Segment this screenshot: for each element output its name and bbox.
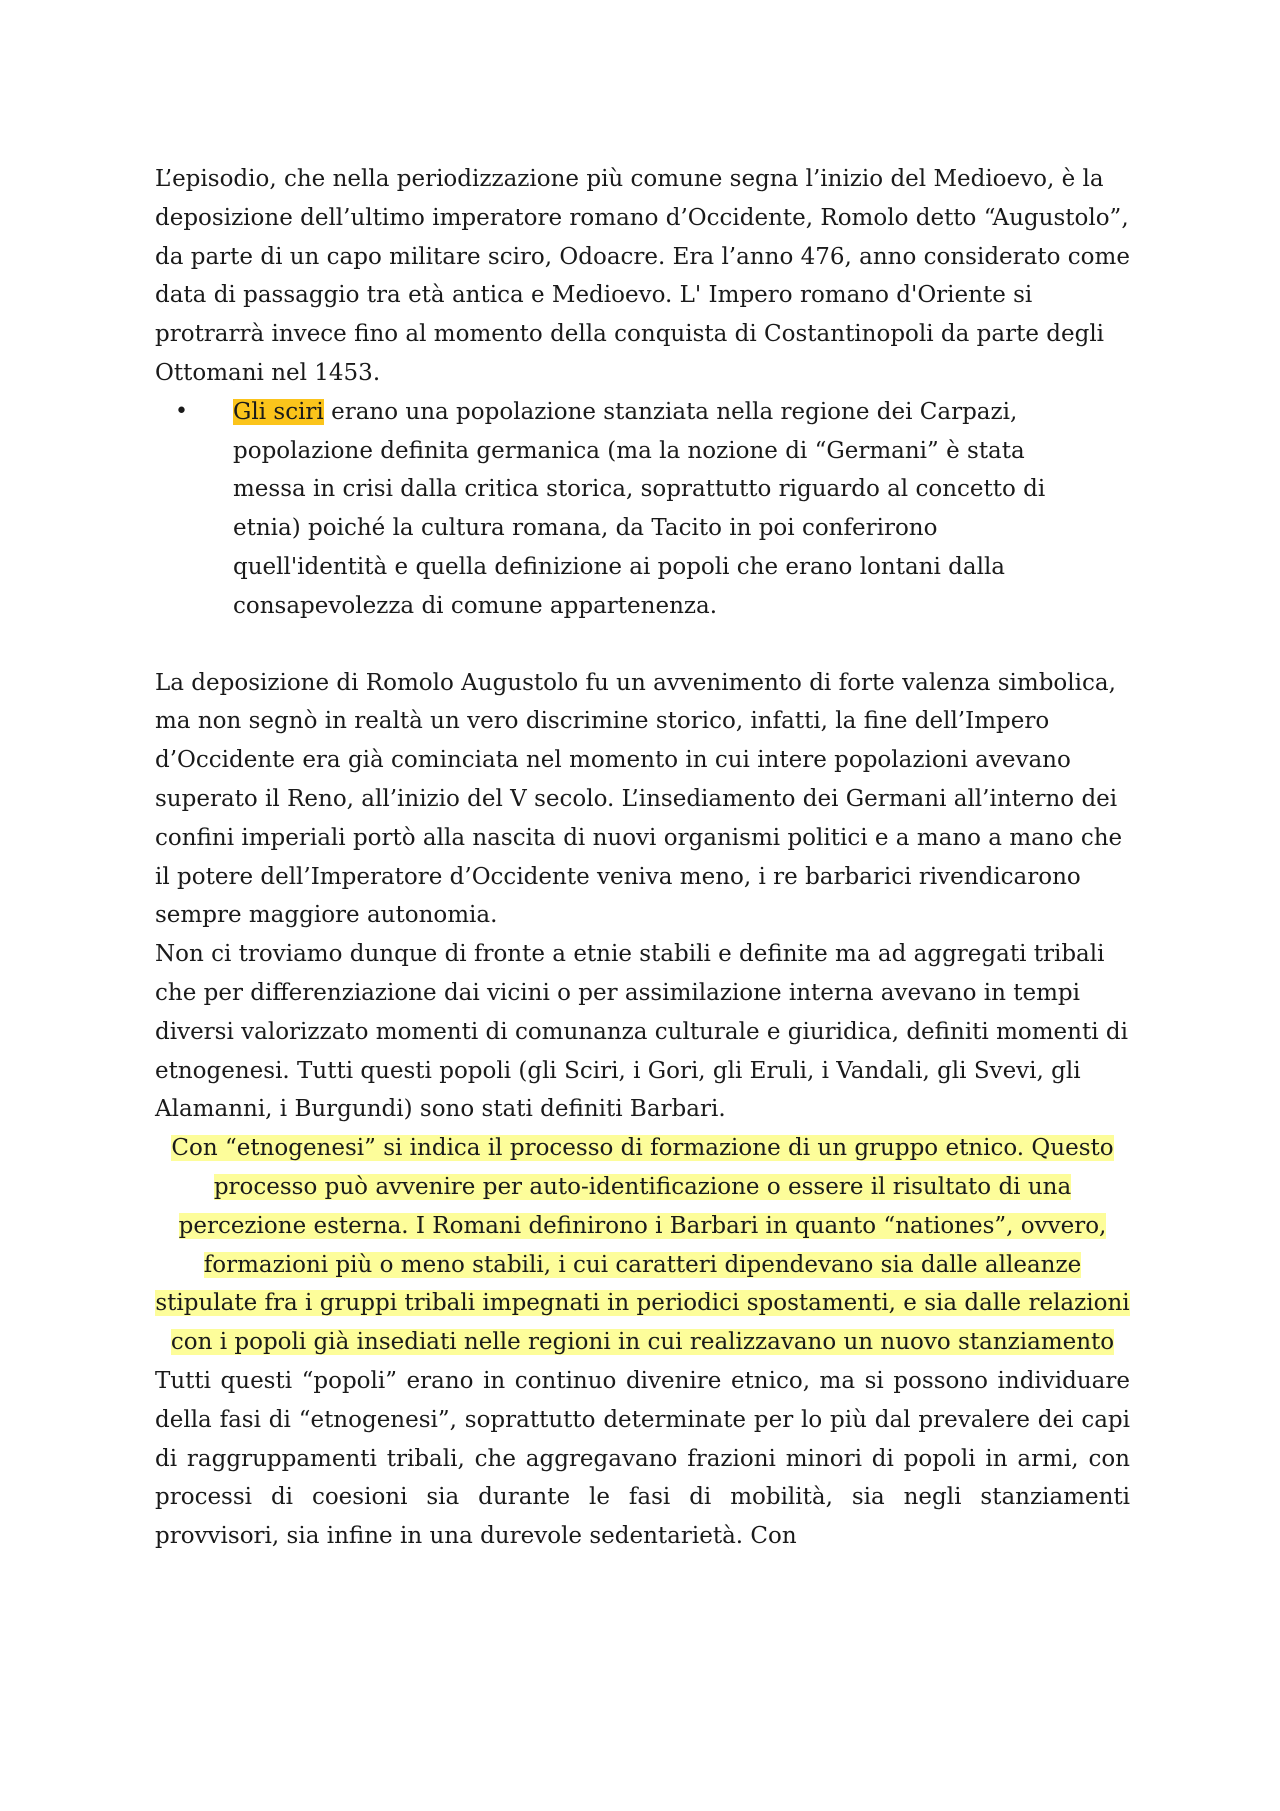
- document-body: [155, 160, 1130, 1556]
- bullet-list: [155, 393, 1130, 626]
- paragraph-deposition: La deposizione di Romolo Augustolo fu un avvenimento di forte valenza simbolica, ma non segnò in realtà un vero discrimine storico, infatti, la fine dell’Impero d’Occidente era già cominciata nel momento in cui intere popolazioni avevano superato il Reno, all’inizio del V secolo. L’insediamento dei Germani all’interno dei confini imperiali portò alla nascita di nuovi organismi politici e a mano a mano che il potere dell’Imperatore d’Occidente veniva meno, i re barbarici rivendicarono sempre maggiore autonomia.: [155, 669, 1123, 929]
- list-item: [155, 393, 1130, 626]
- highlighted-definition: [155, 1129, 1130, 1362]
- paragraph-ethnic-groups: Non ci troviamo dunque di fronte a etnie stabili e definite ma ad aggregati tribali che per differenziazione dai vicini o per assimilazione interna avevano in tempi diversi valorizzato momenti di comunanza culturale e giuridica, definiti momenti di etnogenesi. Tutti questi popoli (gli Sciri, i Gori, gli Eruli, i Vandali, gli Svevi, gli Alamanni, i Burgundi) sono stati definiti Barbari.: [155, 941, 1128, 1123]
- bullet-text: erano una popolazione stanziata nella regione dei Carpazi, popolazione definita germanica (ma la nozione di “Germani” è stata messa in crisi dalla critica storica, soprattutto riguardo al concetto di etnia) poiché la cultura romana, da Tacito in poi conferirono quell'identità e quella definizione ai popoli che erano lontani dalla consapevolezza di comune appartenenza.: [233, 398, 1046, 619]
- highlighted-definition-text: Con “etnogenesi” si indica il processo di formazione di un gruppo etnico. Questo processo può avvenire per auto-identificazione o essere il risultato di una percezione esterna. I Romani definirono i Barbari in quanto “nationes”, ovvero, formazioni più o meno stabili, i cui caratteri dipendevano sia dalle alleanze stipulate fra i gruppi tribali impegnati in periodici spostamenti, e sia dalle relazioni con i popoli già insediati nelle regioni in cui realizzavano un nuovo stanziamento: [155, 1135, 1130, 1356]
- paragraph-spacer: [155, 626, 1130, 664]
- highlighted-term: Gli sciri: [233, 398, 324, 425]
- paragraph-ethnogenesis: Tutti questi “popoli” erano in continuo divenire etnico, ma si possono individuare della fasi di “etnogenesi”, soprattutto determinate per lo più dal prevalere dei capi di raggruppamenti tribali, che aggregavano frazioni minori di popoli in armi, con processi di coesioni sia durante le fasi di mobilità, sia negli stanziamenti provvisori, sia infine in una durevole sedentarietà. Con: [155, 1367, 1130, 1550]
- bullet-icon: •: [175, 398, 188, 424]
- paragraph-intro: L’episodio, che nella periodizzazione più comune segna l’inizio del Medioevo, è la deposizione dell’ultimo imperatore romano d’Occidente, Romolo detto “Augustolo”, da parte di un capo militare sciro, Odoacre. Era l’anno 476, anno considerato come data di passaggio tra età antica e Medioevo. L' Impero romano d'Oriente si protrarrà invece fino al momento della conquista di Costantinopoli da parte degli Ottomani nel 1453.: [155, 166, 1130, 386]
